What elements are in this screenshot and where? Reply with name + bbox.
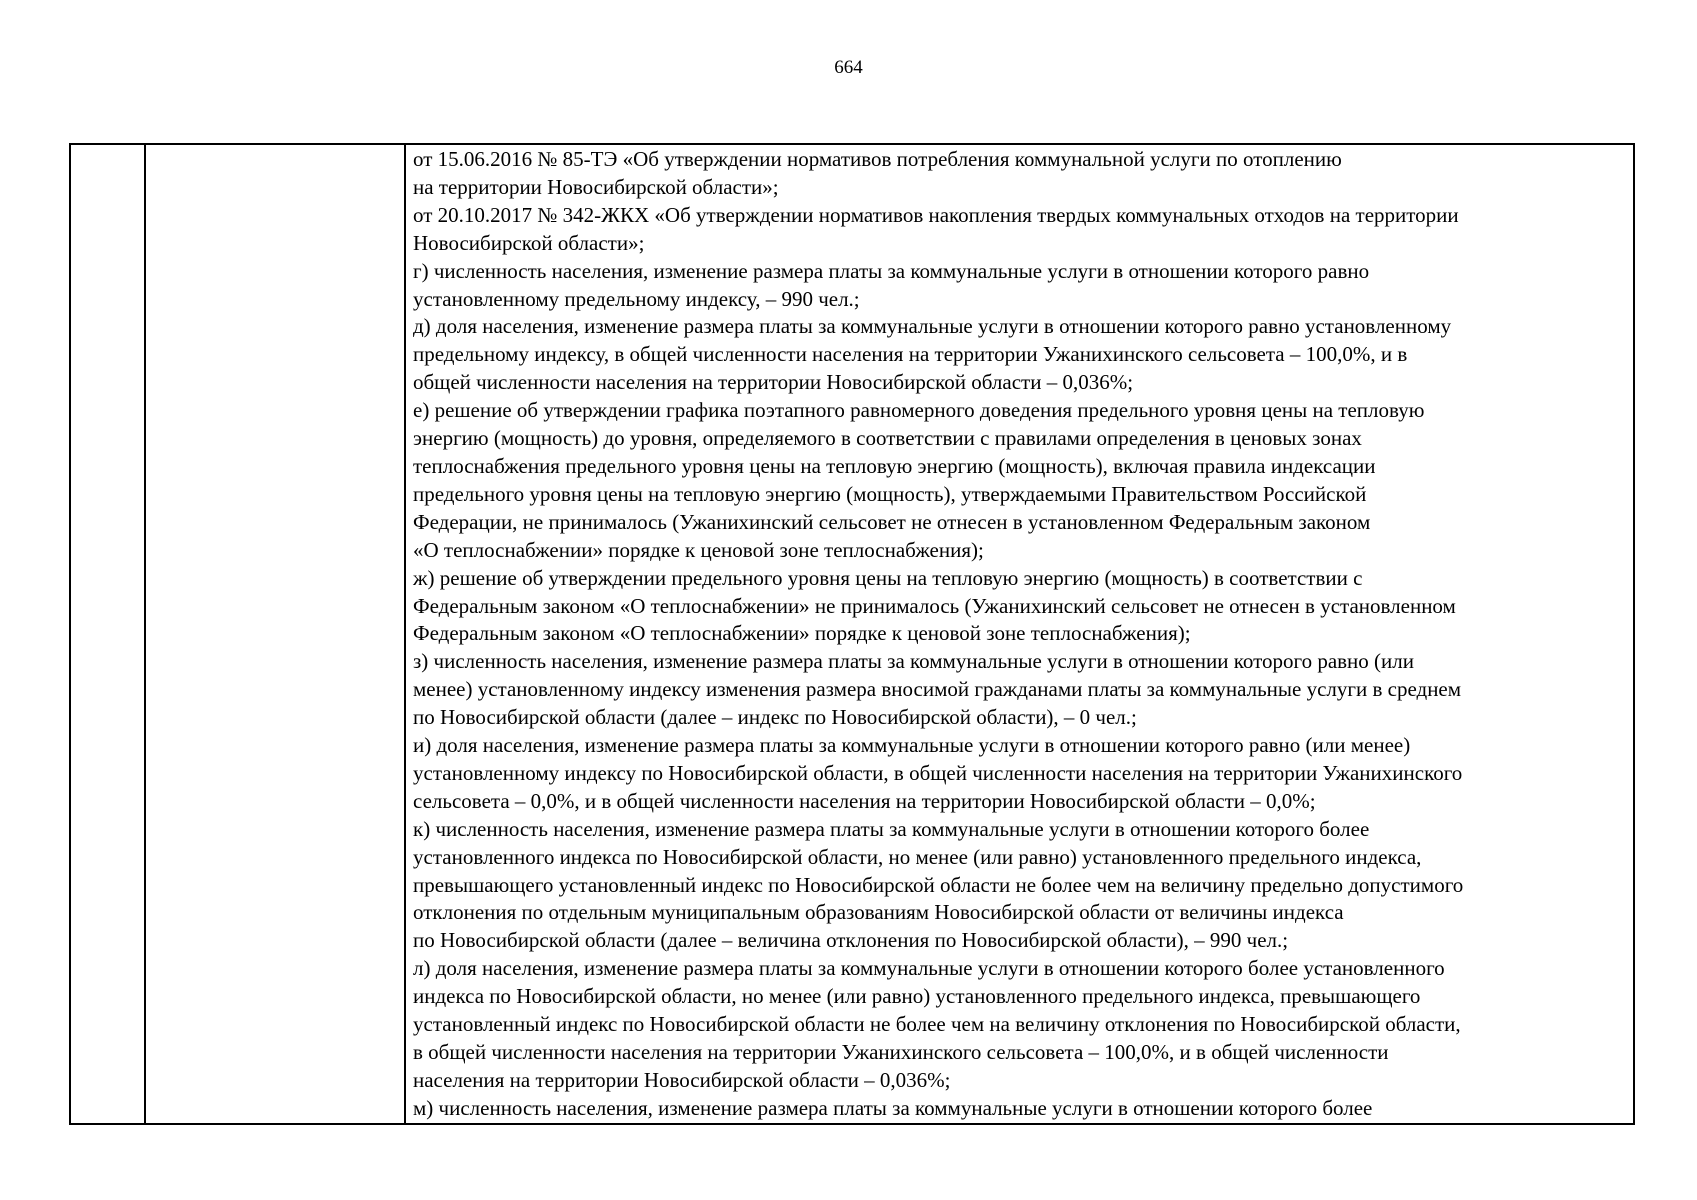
- document-table: [69, 143, 1635, 1125]
- paragraph-resolution-342-zhkkh: от 20.10.2017 № 342-ЖКХ «Об утверждении нормативов накопления твердых коммунальных отходов на территории Новосибирской области»;: [413, 202, 1459, 255]
- paragraph-item-i: и) доля населения, изменение размера платы за коммунальные услуги в отношении которого равно (или менее) установленному индексу по Новосибирской области, в общей численности населения на территории Ужанихинского сельсовета – 0,0%, и в общей численности населения на территории Новосибирской области – 0,0%;: [413, 733, 1463, 813]
- paragraph-item-d: д) доля населения, изменение размера платы за коммунальные услуги в отношении которого равно установленному предельному индексу, в общей численности населения на территории Ужанихинского сельсовета – 100,0%, и в общей численности населения на территории Новосибирской области – 0,036%;: [413, 314, 1452, 395]
- table-cell-number: [70, 144, 145, 1124]
- paragraph-item-zh: ж) решение об утверждении предельного уровня цены на тепловую энергию (мощность) в соответствии с Федеральным законом «О теплоснабжении» не принималось (Ужанихинский сельсовет не отнесен в установленном Федеральным законом «О теплоснабжении» порядке к ценовой зоне теплоснабжения);: [413, 565, 1456, 646]
- table-cell-name: [145, 144, 405, 1124]
- paragraph-item-g: г) численность населения, изменение размера платы за коммунальные услуги в отношении которого равно установленному предельному индексу, – 990 чел.;: [413, 258, 1370, 311]
- paragraph-item-z: з) численность населения, изменение размера платы за коммунальные услуги в отношении которого равно (или менее) установленному индексу изменения размера вносимой гражданами платы за коммунальные услуги в среднем по Новосибирской области (далее – индекс по Новосибирской области), – 0 чел.;: [413, 649, 1462, 730]
- paragraph-item-l: л) доля населения, изменение размера платы за коммунальные услуги в отношении которого более установленного индекса по Новосибирской области, но менее (или равно) установленного предельного индекса, превышающего установленный индекс по Новосибирской области не более чем на величину отклонения по Новосибирской области, в общей численности населения на территории Ужанихинского сельсовета – 100,0%, и в общей численности населения на территории Новосибирской области – 0,036%;: [413, 956, 1461, 1092]
- paragraph-item-k: к) численность населения, изменение размера платы за коммунальные услуги в отношении которого более установленного индекса по Новосибирской области, но менее (или равно) установленного предельного индекса, превышающего установленный индекс по Новосибирской области не более чем на величину предельно допустимого отклонения по отдельным муниципальным образованиям Новосибирской области от величины индекса по Новосибирской области (далее – величина отклонения по Новосибирской области), – 990 чел.;: [413, 816, 1464, 953]
- paragraph-item-e: е) решение об утверждении графика поэтапного равномерного доведения предельного уровня цены на тепловую энергию (мощность) до уровня, определяемого в соответствии с правилами определения в ценовых зонах теплоснабжения предельного уровня цены на тепловую энергию (мощность), включая правила индексации предельного уровня цены на тепловую энергию (мощность), утверждаемыми Правительством Российской Федерации, не принималось (Ужанихинский сельсовет не отнесен в установленном Федеральным законом «О теплоснабжении» порядке к ценовой зоне теплоснабжения);: [413, 398, 1425, 562]
- page-number: 664: [834, 57, 863, 78]
- paragraph-item-m: м) численность населения, изменение размера платы за коммунальные услуги в отношении которого более: [413, 1095, 1373, 1120]
- table-row: [70, 144, 1634, 1124]
- paragraph-resolution-85-te: от 15.06.2016 № 85-ТЭ «Об утверждении нормативов потребления коммунальной услуги по отоплению на территории Новосибирской области»;: [413, 147, 1342, 199]
- table-cell-content: [405, 144, 1634, 1124]
